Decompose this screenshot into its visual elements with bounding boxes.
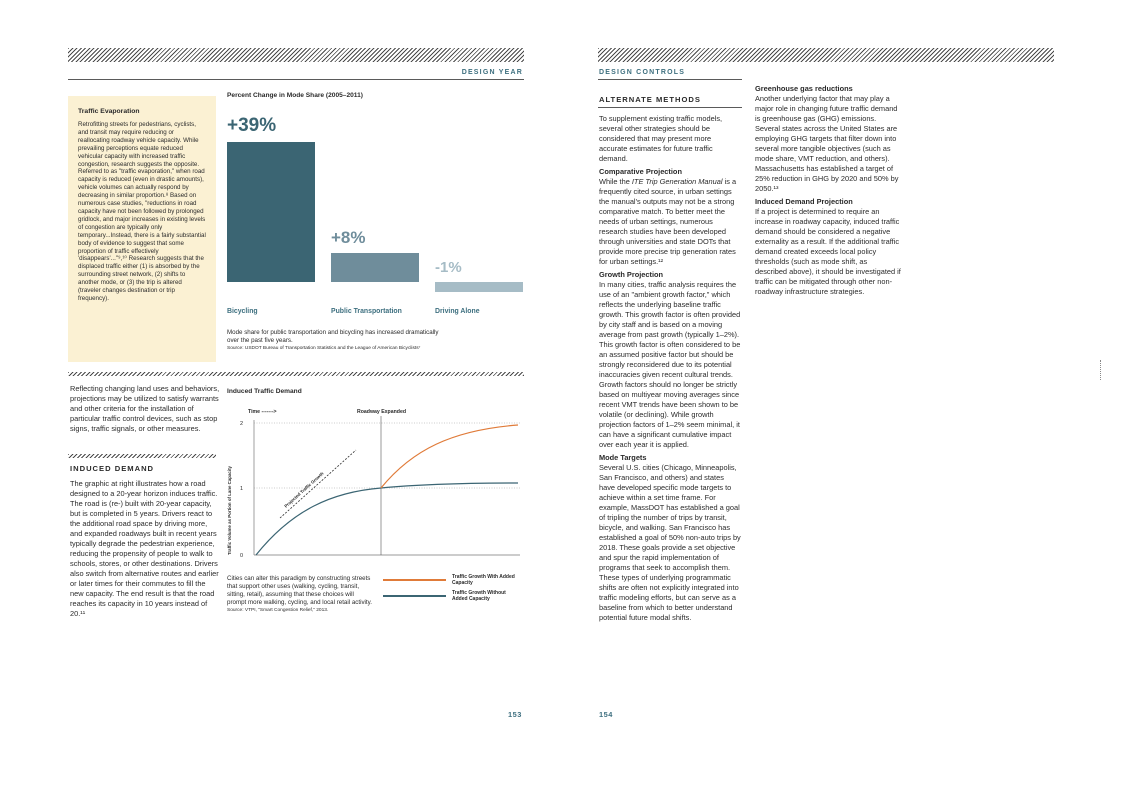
y-tick-1: 1 [240,486,244,492]
projected-growth-line [280,450,356,518]
comp-text-a: While the [599,177,632,186]
growth-projection-paragraph [599,270,741,450]
right-page-number: 154 [599,710,613,719]
mode-targets-paragraph [599,453,741,623]
line-caption-text: Cities can alter this paradigm by constructing streets that support other uses (walking, cycling, transit, sitting, retail), assuming that these choices will prompt more walking, cycling, and local retail activity. [227,575,373,606]
bar-bicycling [227,142,315,282]
legend-with-capacity-label: Traffic Growth With Added Capacity [452,574,515,586]
bar-category-label: Bicycling [227,308,258,315]
ghg-heading: Greenhouse gas reductions [755,84,853,93]
intro-paragraph: Reflecting changing land uses and behaviors, projections may be utilized to satisfy warrants and other criteria for the installation of particular traffic control devices, such as stop signs, traffic signals, or other measures. [70,384,220,433]
y-tick-2: 2 [240,421,244,427]
left-header-hatch [68,48,524,62]
mode-targets-heading: Mode Targets [599,453,647,462]
right-header-hatch [598,48,1054,62]
comparative-projection-paragraph [599,167,741,267]
bar-chart-caption [227,329,447,353]
right-column-2 [755,84,901,300]
induced-projection-heading: Induced Demand Projection [755,197,853,206]
roadway-expanded-label: Roadway Expanded [357,409,407,415]
comp-text-b: is a frequently cited source, in urban settings the manual's outputs may not be a strong comparative match. To better meet the needs of urban settings, numerous research studies have been developed through universities and state DOTs that provide more precise trip generation rates for urban settings.¹² [599,177,737,266]
page-edge-marker [1100,360,1101,380]
induced-projection-text: If a project is determined to require an increase in roadway capacity, induced traffic demand should be considered a negative externality as a result. If the additional traffic demand created exceeds local policy thresholds (such as mode shift, as described above), it should be investigated if traffic can be mitigated through other non-roadway infrastructure strategies. [755,207,901,296]
legend-with-capacity-swatch [383,579,446,581]
bar-category-label: Public Transportation [331,308,402,315]
alternate-methods-rule [598,107,742,108]
induced-demand-heading: INDUCED DEMAND [70,464,155,473]
bar-public-transportation [331,253,419,282]
left-section-header: DESIGN YEAR [461,69,523,76]
y-axis-label: Traffic Volume as Portion of Lane Capacity [227,466,232,555]
left-page-number: 153 [508,710,522,719]
right-header-rule [598,79,742,80]
bar-category-label: Driving Alone [435,308,480,315]
comp-text-em: ITE Trip Generation Manual [631,177,723,186]
alt-intro-paragraph: To supplement existing traffic models, several other strategies should be considered that may present more accurate estimates for future traffic demand. [599,114,723,163]
series-with-capacity-line [381,425,518,488]
projected-growth-label: Projected Traffic Growth [283,470,325,509]
legend-without-capacity-label: Traffic Growth Without Added Capacity [452,590,506,602]
line-chart-caption [227,575,372,615]
left-header-rule [68,79,524,80]
time-arrow-label: Time -------> [248,409,277,415]
induced-demand-chart [222,400,522,566]
traffic-evaporation-sidebar [68,96,216,362]
right-section-header: DESIGN CONTROLS [599,69,686,76]
line-caption-source: Source: VTPI, "Smart Congestion Relief," 2013. [227,608,329,613]
growth-projection-text: In many cities, traffic analysis requires the use of an "ambient growth factor," which reflects the underlying baseline traffic growth. This growth factor is often provided by city staff and is based on a moving average from past growth (typically 1–2%). This growth factor is often considered to be an assumed positive factor but should be strongly reconsidered due to its potential inaccuracies given recent cultural trends. Growth factors should no longer be strictly based on multiyear moving averages since recent VMT trends have been shown to be volatile (or declining). While growth projection factors of 1–2% seem minimal, it can have a significant cumulative impact over each year it is applied. [599,280,741,449]
bar-chart-title: Percent Change in Mode Share (2005–2011) [227,92,363,99]
ghg-text: Another underlying factor that may play a major role in changing future traffic demand is greenhouse gas (GHG) emissions. Several states across the United States are employing GHG targets that filter down into several more tangible objectives (such as mode share, VMT reduction, and others). Massachusetts has established a target of 25% reduction in GHG by 2020 and 50% by 2050.¹³ [755,94,899,193]
induced-projection-paragraph [755,197,901,297]
bar-caption-text: Mode share for public transportation and bicycling has increased dramatically over the past five years. [227,329,439,344]
mode-targets-text: Several U.S. cities (Chicago, Minneapolis, San Francisco, and others) and states have developed specific mode targets to achieve within a set time frame. For example, MassDOT has established a goal of tripling the number of trips by transit, bicycle, and walking. San Francisco has established a goal of 50% non-auto trips by 2018. These goals provide a set objective and spur the rapid implementation of programs that seek to accomplish them. These types of underlying programmatic shifts are often not explicitly integrated into traffic modeling efforts, but can serve as a baseline from which to better understand potential future modal shifts. [599,463,741,622]
right-column-1 [599,114,741,626]
y-tick-0: 0 [240,553,244,559]
bar-driving-alone [435,282,523,292]
sidebar-text: Retrofitting streets for pedestrians, cyclists, and transit may require reducing or reallocating roadway vehicle capacity. While prevailing perceptions equate reduced vehicular capacity with increased traffic congestion, research suggests the opposite. Referred to as "traffic evaporation," when road capacity is reduced (even in drastic amounts), vehicle volumes can actually respond by decreasing in similar proportion.⁸ Based on numerous case studies, "reductions in road capacity have not been followed by prolonged gridlock, and major increases in existing levels of congestion are typically only temporary...Instead, there is a fairly substantial body of evidence to suggest that some proportion of traffic effectively 'disappears'..."⁹,¹⁰ Research suggests that the displaced traffic either (1) is absorbed by the surrounding street network, (2) shifts to another mode, or (3) the trip is altered (traveler changes destination or trip frequency). [78,121,206,302]
bar-value-label: -1% [435,259,462,276]
sidebar-title: Traffic Evaporation [78,108,140,115]
ghg-paragraph [755,84,901,194]
bar-value-label: +8% [331,228,366,248]
induced-divider-hatch [68,454,216,458]
line-chart-title: Induced Traffic Demand [227,388,302,395]
left-divider-hatch [68,372,524,376]
bar-value-label: +39% [227,114,277,136]
comparative-projection-heading: Comparative Projection [599,167,682,176]
bar-caption-source: Source: USDOT Bureau of Transportation Statistics and the League of American Bicyclists⁷ [227,346,421,351]
alternate-methods-heading: ALTERNATE METHODS [599,95,701,104]
induced-demand-paragraph: The graphic at right illustrates how a road designed to a 20-year horizon induces traffic. The road is (re-) built with 20-year capacity, but is completed in 5 years. Drivers react to the additional road space by driving more, and expanded roadways built in recent years typically degrade the pedestrian experience, reducing the propensity of people to walk to schools, stores, or other destinations. Drivers also switch from alternative routes and earlier or later times for their commutes to fill the new capacity. The end result is that the road reaches its capacity in 10 years instead of 20.¹¹ [70,479,219,618]
growth-projection-heading: Growth Projection [599,270,664,279]
legend-without-capacity-swatch [383,595,446,597]
